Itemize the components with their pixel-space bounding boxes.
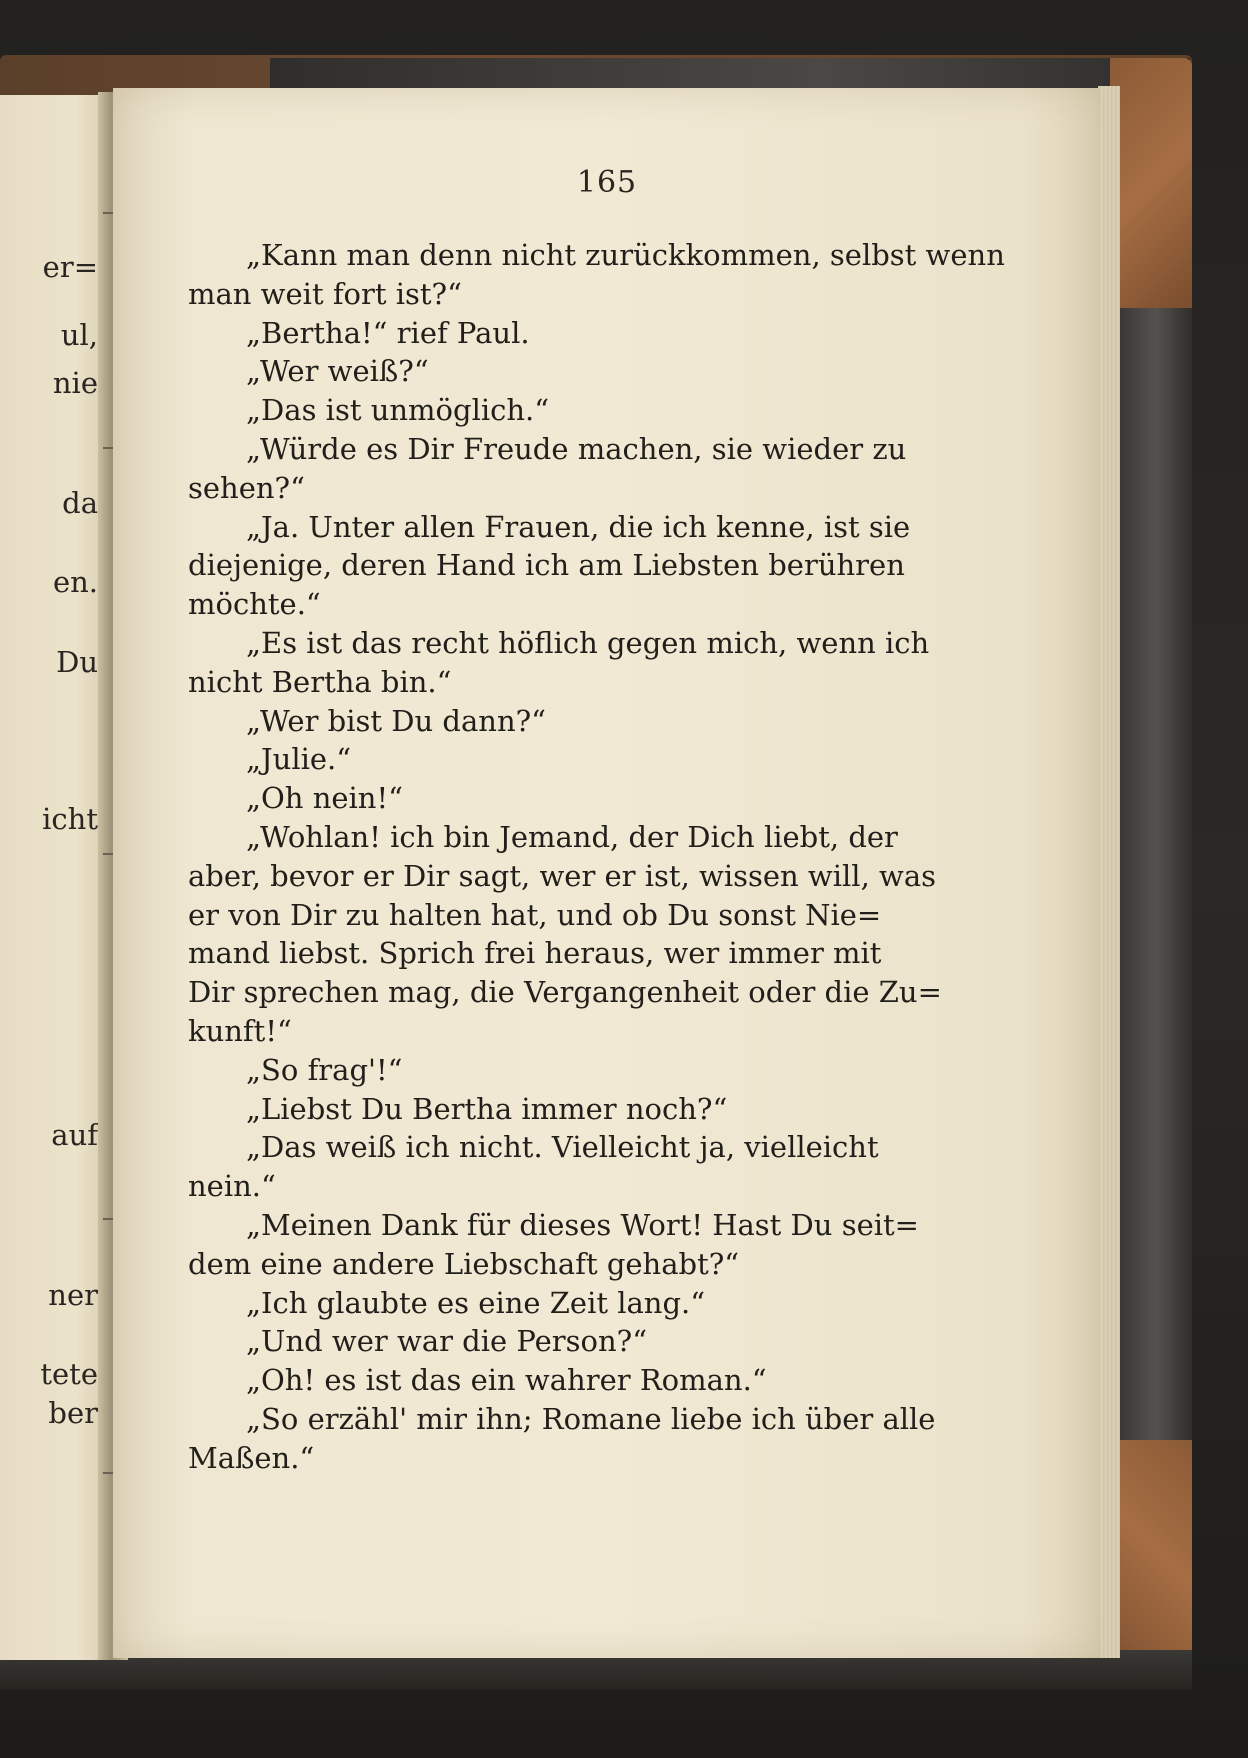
margin-mark	[103, 853, 113, 855]
text-line: „Das ist unmöglich.“	[246, 393, 550, 428]
left-fragment: ul,	[60, 318, 98, 352]
text-line: möchte.“	[188, 587, 321, 622]
text-line: „Wer bist Du dann?“	[246, 703, 546, 738]
text-line: „So erzähl' mir ihn; Romane liebe ich über alle	[246, 1401, 936, 1436]
left-fragment: da	[62, 486, 98, 520]
text-line: nein.“	[188, 1169, 276, 1204]
text-line: kunft!“	[188, 1013, 292, 1048]
text-line: aber, bevor er Dir sagt, wer er ist, wissen will, was	[188, 858, 937, 893]
text-line: „Oh nein!“	[246, 781, 403, 816]
text-line: Maßen.“	[188, 1440, 315, 1475]
margin-mark	[103, 1218, 113, 1220]
text-line: „Das weiß ich nicht. Vielleicht ja, vielleicht	[246, 1130, 879, 1165]
margin-mark	[103, 212, 113, 214]
text-line: er von Dir zu halten hat, und ob Du sonst Nie=	[188, 897, 882, 932]
text-line: nicht Bertha bin.“	[188, 664, 452, 699]
left-fragment: ber	[48, 1396, 98, 1430]
leather-corner-bottom	[1110, 1440, 1192, 1685]
text-line: „Julie.“	[246, 742, 352, 777]
margin-mark	[103, 1472, 113, 1474]
text-line: „Wer weiß?“	[246, 354, 429, 389]
leather-corner-top	[1110, 58, 1192, 308]
left-fragment: icht	[42, 802, 98, 836]
left-fragment: auf	[51, 1118, 98, 1152]
text-line: dem eine andere Liebschaft gehabt?“	[188, 1246, 740, 1281]
page-number: 165	[576, 165, 638, 200]
left-fragment: tete	[40, 1357, 98, 1391]
page-edges	[1098, 86, 1120, 1658]
text-line: „Ja. Unter allen Frauen, die ich kenne, ist sie	[246, 509, 911, 544]
text-line: diejenige, deren Hand ich am Liebsten berühren	[188, 548, 905, 583]
left-fragment: en.	[52, 565, 98, 599]
left-fragment: ner	[48, 1278, 98, 1312]
left-fragment: nie	[52, 366, 98, 400]
text-line: „Wohlan! ich bin Jemand, der Dich liebt, der	[246, 819, 898, 854]
text-line: „Und wer war die Person?“	[246, 1324, 648, 1359]
text-line: „Meinen Dank für dieses Wort! Hast Du seit=	[246, 1207, 919, 1242]
cover-right-edge	[1120, 70, 1192, 1670]
text-line: „Bertha!“ rief Paul.	[246, 315, 530, 350]
text-line: „Ich glaubte es eine Zeit lang.“	[246, 1285, 706, 1320]
cover-top-strip	[270, 58, 1190, 88]
text-line: man weit fort ist?“	[188, 276, 462, 311]
page-text-block	[188, 236, 1058, 1478]
text-line: „Liebst Du Bertha immer noch?“	[246, 1091, 728, 1126]
left-fragment: Du	[56, 645, 98, 679]
margin-mark	[103, 447, 113, 449]
text-line: Dir sprechen mag, die Vergangenheit oder die Zu=	[188, 975, 942, 1010]
text-line: „So frag'!“	[246, 1052, 403, 1087]
text-line: „Kann man denn nicht zurückkommen, selbst wenn	[246, 238, 1005, 272]
right-page	[113, 88, 1101, 1658]
left-page-text-fragments	[0, 0, 98, 1758]
text-line: sehen?“	[188, 470, 305, 505]
text-line: „Würde es Dir Freude machen, sie wieder zu	[246, 431, 907, 466]
text-line: mand liebst. Sprich frei heraus, wer immer mit	[188, 936, 882, 971]
text-line: „Oh! es ist das ein wahrer Roman.“	[246, 1363, 767, 1398]
left-fragment: er=	[42, 250, 98, 284]
text-line: „Es ist das recht höflich gegen mich, wenn ich	[246, 625, 930, 660]
